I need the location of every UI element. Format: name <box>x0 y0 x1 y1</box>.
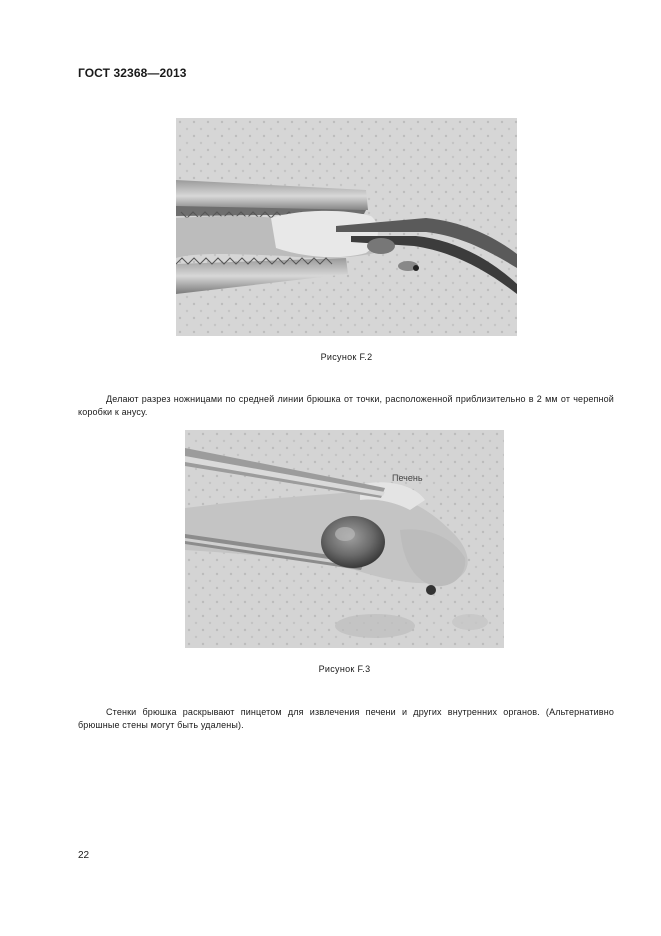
instruction-paragraph-2: Стенки брюшка раскрывают пинцетом для извлечения печени и других внутренних органов. (Альтернативно брюшные стены могут быть удалены). <box>78 707 614 730</box>
document-header: ГОСТ 32368—2013 <box>78 66 187 80</box>
figure-f3-caption: Рисунок F.3 <box>318 664 371 674</box>
liver-label: Печень <box>392 473 423 483</box>
figure-f2-caption: Рисунок F.2 <box>320 352 373 362</box>
page-number: 22 <box>78 850 90 861</box>
figure-f2-photo <box>176 118 517 336</box>
figure-f3-photo <box>185 430 504 648</box>
instruction-paragraph-1: Делают разрез ножницами по средней линии брюшка от точки, расположенной приблизительно в 2 мм от черепной коробки к анусу. <box>78 394 614 417</box>
